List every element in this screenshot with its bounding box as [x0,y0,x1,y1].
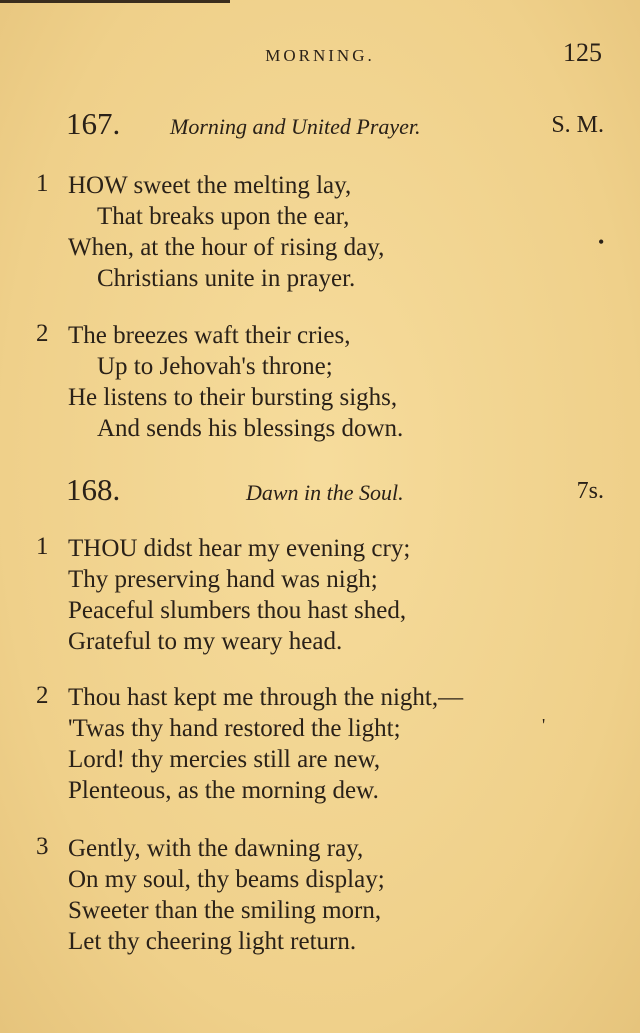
verse [0,682,640,806]
hymn-title: Dawn in the Soul. [246,480,404,505]
running-head: MORNING. [265,46,375,65]
ink-speck: • [598,232,605,252]
verse-line: Gently, with the dawning ray, [68,835,364,862]
verse-line: He listens to their bursting sighs, [68,384,398,411]
verse [0,170,640,294]
verse-number: 1 [36,533,49,560]
verse-line: THOU didst hear my evening cry; [68,535,411,562]
verse-number: 2 [36,320,49,347]
verse [0,833,640,957]
verse-line: The breezes waft their cries, [68,322,351,349]
verse-line: Peaceful slumbers thou hast shed, [68,597,407,624]
verse-line: And sends his blessings down. [97,415,404,442]
ink-speck: ' [542,715,546,735]
verse-line: Up to Jehovah's throne; [97,353,333,380]
verse-line: Christians unite in prayer. [97,265,356,292]
verse-line: Thou hast kept me through the night,— [68,684,464,711]
verse-line: Grateful to my weary head. [68,628,343,655]
verse-line: When, at the hour of rising day, [68,234,385,261]
hymn-heading [0,472,640,512]
hymn-number: 167. [66,106,121,141]
verse-number: 3 [36,833,49,860]
hymn-meter: S. M. [551,112,604,138]
verse-line: Plenteous, as the morning dew. [68,777,379,804]
verse-line: Sweeter than the smiling morn, [68,897,382,924]
hymn-number: 168. [66,472,121,507]
verse-number: 1 [36,170,49,197]
verse-line: Let thy cheering light return. [68,928,357,955]
hymn-heading [0,106,640,146]
page-edge-line [0,0,230,3]
page-number: 125 [563,38,602,67]
verse [0,320,640,444]
verse-number: 2 [36,682,49,709]
verse-line: That breaks upon the ear, [97,203,350,230]
verse [0,533,640,657]
verse-line: Lord! thy mercies still are new, [68,746,381,773]
verse-line: 'Twas thy hand restored the light; [68,715,401,742]
hymn-title: Morning and United Prayer. [170,114,421,139]
verse-line: On my soul, thy beams display; [68,866,385,893]
verse-line: Thy preserving hand was nigh; [68,566,378,593]
verse-line: HOW sweet the melting lay, [68,172,352,199]
hymn-meter: 7s. [576,478,604,504]
